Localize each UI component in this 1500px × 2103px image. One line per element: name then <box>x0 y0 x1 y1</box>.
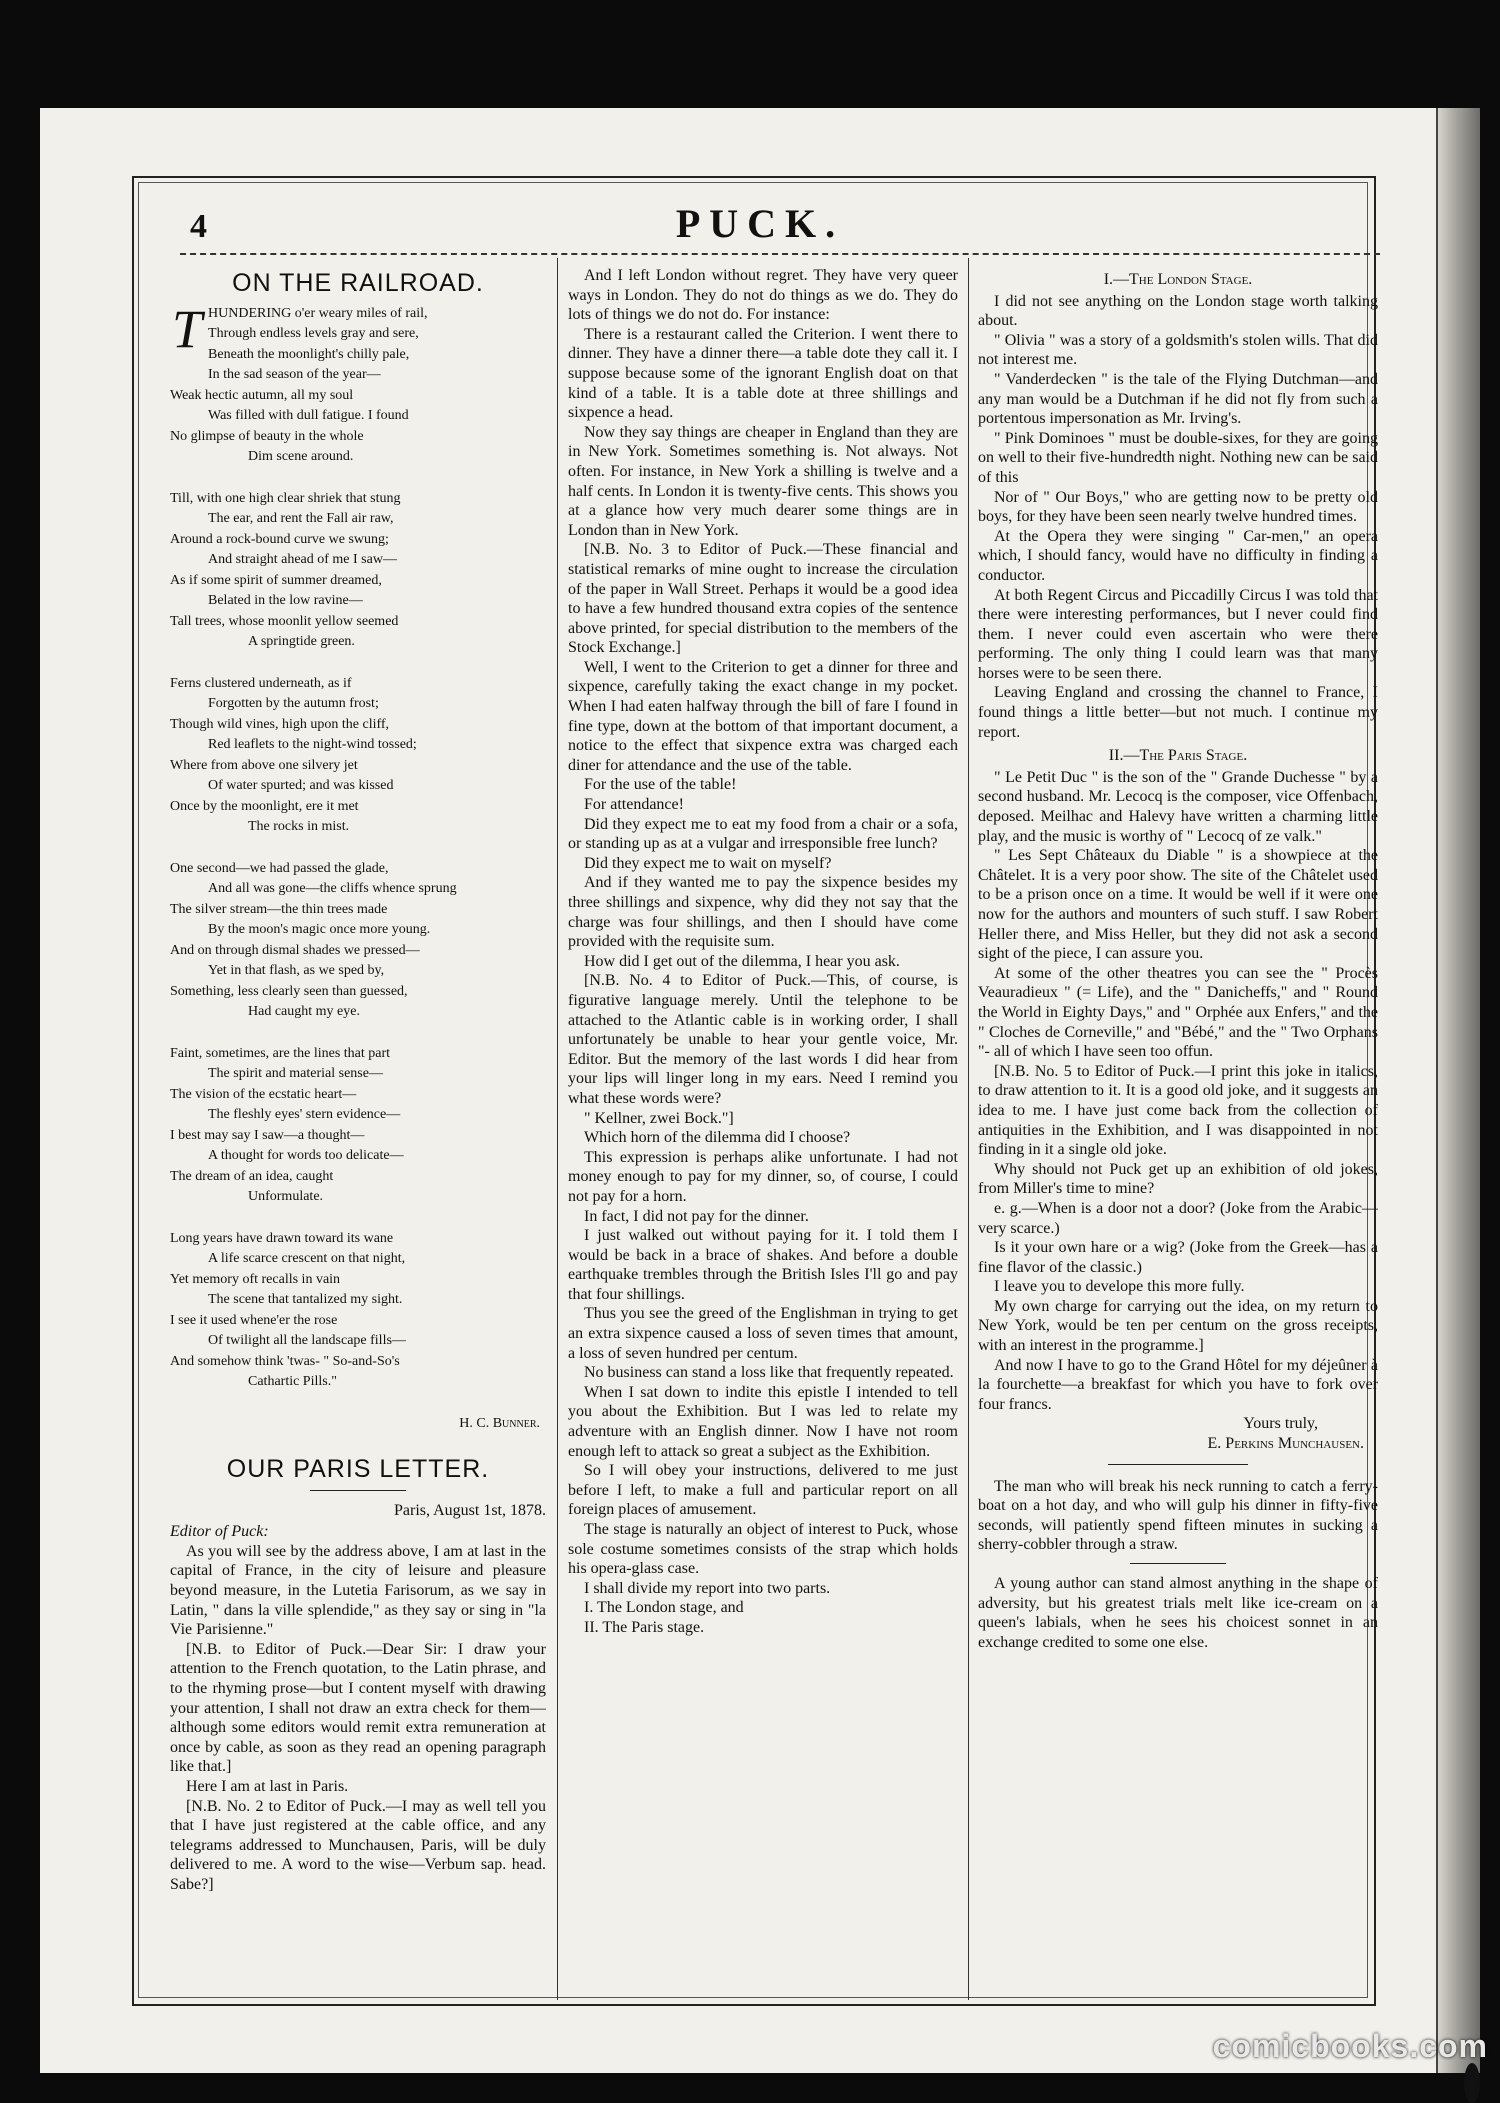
poem-line: The ear, and rent the Fall air raw, <box>170 509 546 530</box>
poem-title: ON THE RAILROAD. <box>170 274 546 294</box>
watermark-logo: comicbooks.com <box>1213 2028 1488 2065</box>
poem-line: Of water spurted; and was kissed <box>170 776 546 797</box>
letter-title: OUR PARIS LETTER. <box>170 1460 546 1480</box>
letter-salutation: Editor of Puck: <box>170 1522 546 1542</box>
poem-line: The rocks in mist. <box>170 817 546 838</box>
poem-line: The spirit and material sense— <box>170 1064 546 1085</box>
article-paragraph: Why should not Puck get up an exhibition of old jokes, from Miller's time to mine? <box>978 1160 1378 1199</box>
poem-line: Yet in that flash, as we sped by, <box>170 961 546 982</box>
article-paragraph: As you will see by the address above, I am at last in the capital of France, in the city of leisure and pleasure beyond measure, in the Lutetia Farisorum, as we say in Latin, " dans la ville splendide," as they say or sing in "la Vie Parisienne." <box>170 1542 546 1640</box>
letter-signature: E. Perkins Munchausen. <box>978 1434 1378 1454</box>
filler-paragraph: The man who will break his neck running to catch a ferry-boat on a hot day, and who will gulp his dinner in fifty-five seconds, will patiently spend fifteen minutes in sucking a sherry-cobbler through a straw. <box>978 1477 1378 1555</box>
poem-line: Till, with one high clear shriek that stung <box>170 489 546 510</box>
poem-line: Yet memory oft recalls in vain <box>170 1270 546 1291</box>
article-paragraph: I did not see anything on the London stage worth talking about. <box>978 292 1378 331</box>
poem-line: I best may say I saw—a thought— <box>170 1126 546 1147</box>
poem-line: Through endless levels gray and sere, <box>170 324 546 345</box>
article-paragraph: In fact, I did not pay for the dinner. <box>568 1207 958 1227</box>
article-paragraph: " Le Petit Duc " is the son of the " Grande Duchesse " by a second husband. Mr. Lecocq is the composer, vice Offenbach, deposed. Meilhac and Halevy have written a charming little play, and the music is worthy of " Lecocq of ze valk." <box>978 768 1378 846</box>
poem-line: In the sad season of the year— <box>170 365 546 386</box>
poem-line: And somehow think 'twas- " So-and-So's <box>170 1352 546 1373</box>
poem-line: Around a rock-bound curve we swung; <box>170 530 546 551</box>
article-paragraph: [N.B. No. 3 to Editor of Puck.—These financial and statistical remarks of mine ought to increase the circulation of the paper in Wall Street. Perhaps it would be a good idea to have a few hundred thousand extra copies of the sentence above printed, for special distribution to the members of the Stock Exchange.] <box>568 540 958 658</box>
poem-line: Forgotten by the autumn frost; <box>170 694 546 715</box>
paris-stage-body <box>978 768 1378 1415</box>
letter-dateline: Paris, August 1st, 1878. <box>170 1501 546 1521</box>
poem-line: No glimpse of beauty in the whole <box>170 427 546 448</box>
poem-line: Unformulate. <box>170 1187 546 1208</box>
poem-line: Was filled with dull fatigue. I found <box>170 406 546 427</box>
poem-line: I see it used whene'er the rose <box>170 1311 546 1332</box>
poem-line: A life scarce crescent on that night, <box>170 1249 546 1270</box>
poem-line: Red leaflets to the night-wind tossed; <box>170 735 546 756</box>
article-paragraph: No business can stand a loss like that frequently repeated. <box>568 1363 958 1383</box>
poem-line: A springtide green. <box>170 632 546 653</box>
letter-body-part-1 <box>170 1542 546 1895</box>
poem-signature: H. C. Bunner. <box>170 1414 546 1435</box>
letter-closing: Yours truly, <box>978 1414 1378 1434</box>
poem-line: As if some spirit of summer dreamed, <box>170 571 546 592</box>
article-paragraph: Leaving England and crossing the channel to France, I found things a little better—but not much. I continue my report. <box>978 683 1378 742</box>
poem-line: Weak hectic autumn, all my soul <box>170 386 546 407</box>
article-paragraph: I just walked out without paying for it. I told them I would be back in a brace of shakes. And before a double earthquake trembles through the British Isles I'll go and pay that four shillings. <box>568 1226 958 1304</box>
london-stage-body <box>978 292 1378 743</box>
article-paragraph: I leave you to develope this more fully. <box>978 1277 1378 1297</box>
poem-line: Had caught my eye. <box>170 1002 546 1023</box>
poem-line: The fleshly eyes' stern evidence— <box>170 1105 546 1126</box>
article-paragraph: Is it your own hare or a wig? (Joke from the Greek—has a fine flavor of the classic.) <box>978 1238 1378 1277</box>
article-paragraph: " Les Sept Châteaux du Diable " is a showpiece at the Châtelet. It is a very poor show. The site of the Châtelet used to be a prison once on a time. It would be well if it were one now for the authors and mounters of such stuff. I saw Robert Heller there, and Miss Heller, but they did not ask a second sight of the piece, I can assure you. <box>978 846 1378 964</box>
column-1 <box>170 266 546 2016</box>
poem-line: And all was gone—the cliffs whence sprung <box>170 879 546 900</box>
masthead-title: PUCK. <box>40 200 1480 247</box>
poem-line: Where from above one silvery jet <box>170 756 546 777</box>
article-paragraph: At some of the other theatres you can see the " Procès Veauradieux " (= Life), and the " Danicheffs," and " Round the World in Eighty Days," and " Orphée aux Enfers," and the " Cloches de Corneville," and "Bébé," and the " Two Orphans "- all of which I have seen too offun. <box>978 964 1378 1062</box>
article-paragraph: [N.B. No. 5 to Editor of Puck.—I print this joke in italics, to draw attention to it. It is a good old joke, and it suggests an idea to me. I have just come back from the collection of antiquities in the Exhibition, and I was disappointed in not finding in it a single old joke. <box>978 1062 1378 1160</box>
section-rule <box>1108 1464 1248 1465</box>
column-rule <box>968 258 969 2000</box>
poem-line: A thought for words too delicate— <box>170 1146 546 1167</box>
article-paragraph: Did they expect me to wait on myself? <box>568 854 958 874</box>
article-paragraph: " Kellner, zwei Bock."] <box>568 1109 958 1129</box>
article-paragraph: [N.B. No. 4 to Editor of Puck.—This, of course, is figurative language merely. Until the telephone to be attached to the Atlantic cable is in working order, I shall unfortunately be unable to hear your gentle voice, Mr. Editor. But the memory of the last words I did hear from your lips will linger long in my ears. Need I remind you what these words were? <box>568 971 958 1108</box>
title-rule <box>310 1490 406 1491</box>
poem-stanza <box>170 304 546 468</box>
poem-line: Belated in the low ravine— <box>170 591 546 612</box>
article-paragraph: [N.B. No. 2 to Editor of Puck.—I may as well tell you that I have just registered at the cable office, and any telegrams addressed to Munchausen, Paris, will be duly delivered to me. A word to the wise—Verbum sap. head. Sabe?] <box>170 1797 546 1895</box>
poem-stanza <box>170 489 546 653</box>
poem-stanza <box>170 1229 546 1393</box>
poem-stanza <box>170 1044 546 1208</box>
article-paragraph: Well, I went to the Criterion to get a dinner for three and sixpence, carefully taking the exact change in my pocket. When I had eaten halfway through the bill of fare I found in fine type, down at the bottom of that important document, a notice to the effect that sixpence extra was charged each diner for attendance and the use of the table. <box>568 658 958 776</box>
article-paragraph: e. g.—When is a door not a door? (Joke from the Arabic—very scarce.) <box>978 1199 1378 1238</box>
article-paragraph: The stage is naturally an object of interest to Puck, whose sole costume sometimes consists of the strap which holds his opera-glass case. <box>568 1520 958 1579</box>
poem-line: And straight ahead of me I saw— <box>170 550 546 571</box>
article-paragraph: II. The Paris stage. <box>568 1618 958 1638</box>
article-paragraph: I shall divide my report into two parts. <box>568 1579 958 1599</box>
poem-line: HUNDERING o'er weary miles of rail, <box>170 304 546 325</box>
poem-line: Dim scene around. <box>170 447 546 468</box>
poem-line: Of twilight all the landscape fills— <box>170 1331 546 1352</box>
poem-line: Though wild vines, high upon the cliff, <box>170 715 546 736</box>
column-rule <box>557 258 558 2000</box>
poem-line: Tall trees, whose moonlit yellow seemed <box>170 612 546 633</box>
article-paragraph: For attendance! <box>568 795 958 815</box>
letter-body-part-2 <box>568 266 958 1638</box>
newspaper-page <box>40 108 1480 2073</box>
subhead-london-stage: I.—The London Stage. <box>978 270 1378 290</box>
page-number: 4 <box>190 208 207 246</box>
poem-stanza <box>170 674 546 838</box>
column-3 <box>978 266 1378 2016</box>
article-paragraph: " Olivia " was a story of a goldsmith's stolen wills. That did not interest me. <box>978 331 1378 370</box>
article-paragraph: So I will obey your instructions, delivered to me just before I left, to make a full and particular report on all foreign places of amusement. <box>568 1461 958 1520</box>
article-paragraph: At both Regent Circus and Piccadilly Circus I was told that there were interesting performances, but I never could find them. I never could even ascertain who were there performing. The only thing I could learn was that many horses were to be seen there. <box>978 586 1378 684</box>
page-spine-shadow <box>1436 108 1480 2073</box>
poem-stanzas <box>170 304 546 1393</box>
drop-cap: T <box>172 306 202 352</box>
article-paragraph: How did I get out of the dilemma, I hear you ask. <box>568 952 958 972</box>
poem-line: One second—we had passed the glade, <box>170 859 546 880</box>
article-paragraph: When I sat down to indite this epistle I intended to tell you about the Exhibition. But I was led to relate my adventure with an English dinner. Now I have not room enough left to attack so great a subject as the Exhibition. <box>568 1383 958 1461</box>
subhead-paris-stage: II.—The Paris Stage. <box>978 746 1378 766</box>
poem-line: Long years have drawn toward its wane <box>170 1229 546 1250</box>
poem-line: The scene that tantalized my sight. <box>170 1290 546 1311</box>
article-paragraph: Did they expect me to eat my food from a chair or a sofa, or standing up as at a vulgar and irresponsible free lunch? <box>568 815 958 854</box>
masthead-rule <box>180 253 1380 255</box>
poem-line: Faint, sometimes, are the lines that part <box>170 1044 546 1065</box>
article-paragraph: And now I have to go to the Grand Hôtel for my déjeûner à la fourchette—a breakfast for which you have to fork over four francs. <box>978 1356 1378 1415</box>
article-paragraph: Here I am at last in Paris. <box>170 1777 546 1797</box>
article-paragraph: Thus you see the greed of the Englishman in trying to get an extra sixpence caused a loss of seven times that amount, a loss of seven hundred per centum. <box>568 1304 958 1363</box>
section-rule <box>1130 1563 1226 1564</box>
poem-line: The dream of an idea, caught <box>170 1167 546 1188</box>
ink-blot <box>1464 2063 1480 2103</box>
article-paragraph: Which horn of the dilemma did I choose? <box>568 1128 958 1148</box>
article-paragraph: Now they say things are cheaper in England than they are in New York. Sometimes something is. Not always. Not often. For instance, in New York a shilling is twelve and a half cents. In London it is twenty-five cents. This shows you at a glance how very much dearer some things are in London than in New York. <box>568 423 958 541</box>
poem-line: Cathartic Pills." <box>170 1372 546 1393</box>
article-paragraph: There is a restaurant called the Criterion. I went there to dinner. They have a dinner there—a table dote they call it. I suppose because some of the ignorant English doat on that kind of a table. It is a table dote at three shillings and sixpence a head. <box>568 325 958 423</box>
article-paragraph: This expression is perhaps alike unfortunate. I had not money enough to pay for my dinner, so, of course, I could not pay for a horn. <box>568 1148 958 1207</box>
article-paragraph: " Pink Dominoes " must be double-sixes, for they are going on well to their five-hundredth night. Nothing new can be said of this <box>978 429 1378 488</box>
article-paragraph: I. The London stage, and <box>568 1598 958 1618</box>
poem-line: The vision of the ecstatic heart— <box>170 1085 546 1106</box>
column-2 <box>568 266 958 2016</box>
article-paragraph: At the Opera they were singing " Car-men," an opera which, I should fancy, would have no difficulty in finding a conductor. <box>978 527 1378 586</box>
filler-paragraph: A young author can stand almost anything in the shape of adversity, but his greatest trials melt like ice-cream on a queen's labials, when he sees his choicest sonnet in an exchange credited to some one else. <box>978 1574 1378 1652</box>
poem <box>170 304 546 1435</box>
article-paragraph: My own charge for carrying out the idea, on my return to New York, would be ten per centum on the gross receipts, with an interest in the programme.] <box>978 1297 1378 1356</box>
poem-line: Once by the moonlight, ere it met <box>170 797 546 818</box>
poem-line: And on through dismal shades we pressed— <box>170 941 546 962</box>
poem-line: By the moon's magic once more young. <box>170 920 546 941</box>
poem-line: Ferns clustered underneath, as if <box>170 674 546 695</box>
poem-line: Beneath the moonlight's chilly pale, <box>170 345 546 366</box>
article-paragraph: Nor of " Our Boys," who are getting now to be pretty old boys, for they have been seen nearly twelve hundred times. <box>978 488 1378 527</box>
poem-line: Something, less clearly seen than guessed, <box>170 982 546 1003</box>
poem-line: The silver stream—the thin trees made <box>170 900 546 921</box>
article-paragraph: For the use of the table! <box>568 775 958 795</box>
article-paragraph: " Vanderdecken " is the tale of the Flying Dutchman—and any man would be a Dutchman if he did not fly from such a portentous impersonation as Mr. Irving's. <box>978 370 1378 429</box>
article-paragraph: [N.B. to Editor of Puck.—Dear Sir: I draw your attention to the French quotation, to the Latin phrase, and to the rhyming prose—but I content myself with drawing your attention, I shall not draw an extra check for them—although some editors would remit extra remuneration at once by cable, as soon as they read an opening paragraph like that.] <box>170 1640 546 1777</box>
article-paragraph: And if they wanted me to pay the sixpence besides my three shillings and sixpence, why did they not say that the charge was four shillings, and then I should have come provided with the requisite sum. <box>568 873 958 951</box>
article-paragraph: And I left London without regret. They have very queer ways in London. They do not do things as we do. They do lots of things we do not do. For instance: <box>568 266 958 325</box>
poem-stanza <box>170 859 546 1023</box>
